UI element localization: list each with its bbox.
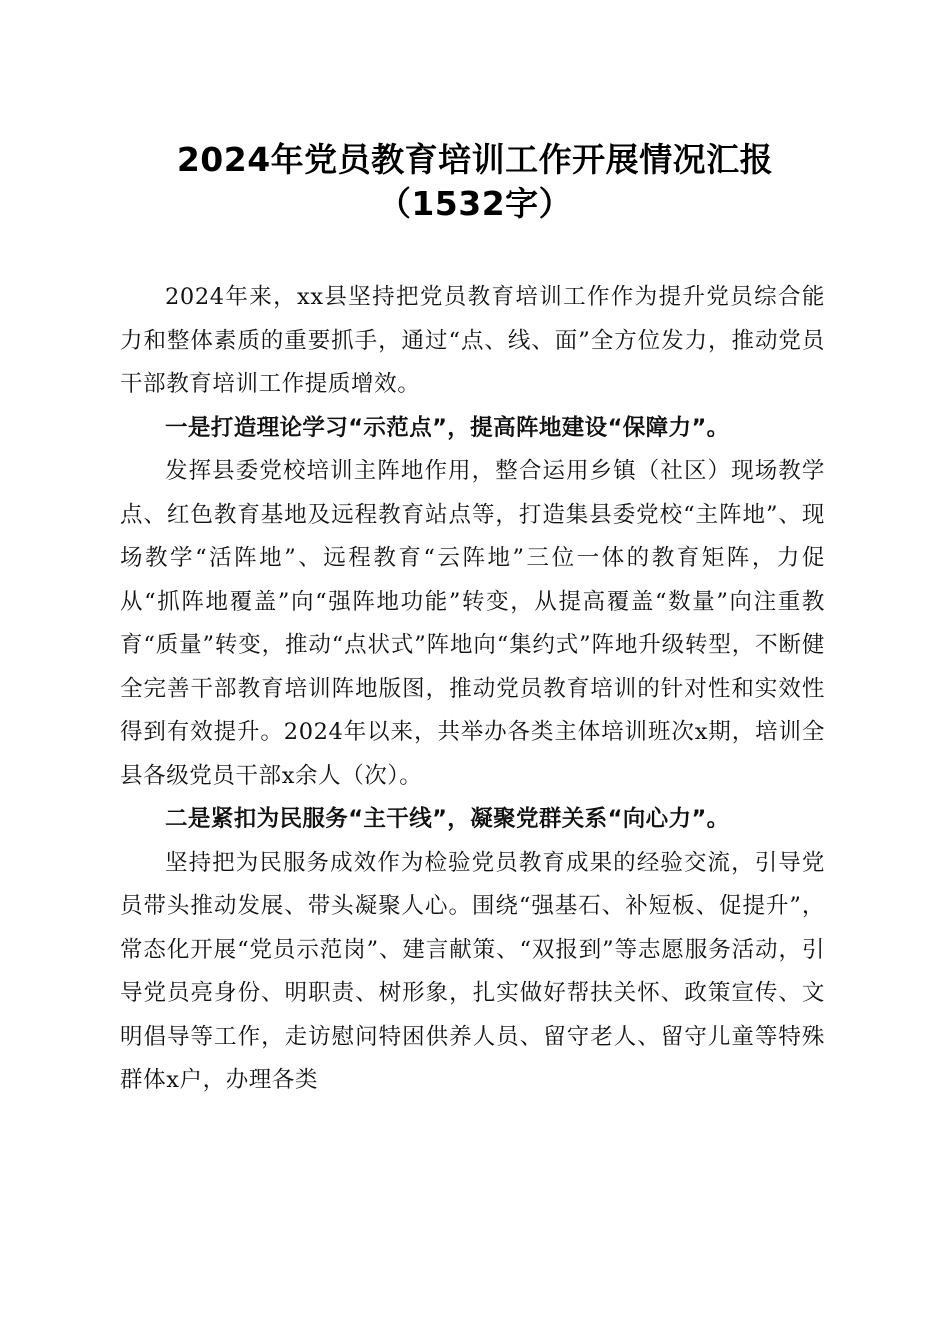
section-paragraph-1: 发挥县委党校培训主阵地作用，整合运用乡镇（社区）现场教学点、红色教育基地及远程教育站点等，打造集县委党校“主阵地”、现场教学“活阵地”、远程教育“云阵地”三位一体的教育矩阵，力促从“抓阵地覆盖”向“强阵地功能”转变，从提高覆盖“数量”向注重教育“质量”转变，推动“点状式”阵地向“集约式”阵地升级转型，不断健全完善干部教育培训阵地版图，推动党员教育培训的针对性和实效性得到有效提升。2024年以来，共举办各类主体培训班次x期，培训全县各级党员干部x余人（次）。 <box>120 458 825 789</box>
section-heading-2: 二是紧扣为民服务“主干线”，凝聚党群关系“向心力”。 <box>165 806 730 832</box>
intro-paragraph: 2024年来，xx县坚持把党员教育培训工作作为提升党员综合能力和整体素质的重要抓手，通过“点、线、面”全方位发力，推动党员干部教育培训工作提质增效。 <box>120 284 825 397</box>
document-body <box>120 276 825 1103</box>
section-paragraph-2: 坚持把为民服务成效作为检验党员教育成果的经验交流，引导党员带头推动发展、带头凝聚人心。围绕“强基石、补短板、促提升”，常态化开展“党员示范岗”、建言献策、“双报到”等志愿服务活动，引导党员亮身份、明职责、树形象，扎实做好帮扶关怀、政策宣传、文明倡导等工作，走访慰问特困供养人员、留守老人、留守儿童等特殊群体x户，办理各类 <box>120 849 825 1093</box>
document-title: 2024年党员教育培训工作开展情况汇报 <box>176 140 774 179</box>
section-heading-1: 一是打造理论学习“示范点”，提高阵地建设“保障力”。 <box>165 414 730 441</box>
document-word-count: （1532字） <box>377 184 573 223</box>
